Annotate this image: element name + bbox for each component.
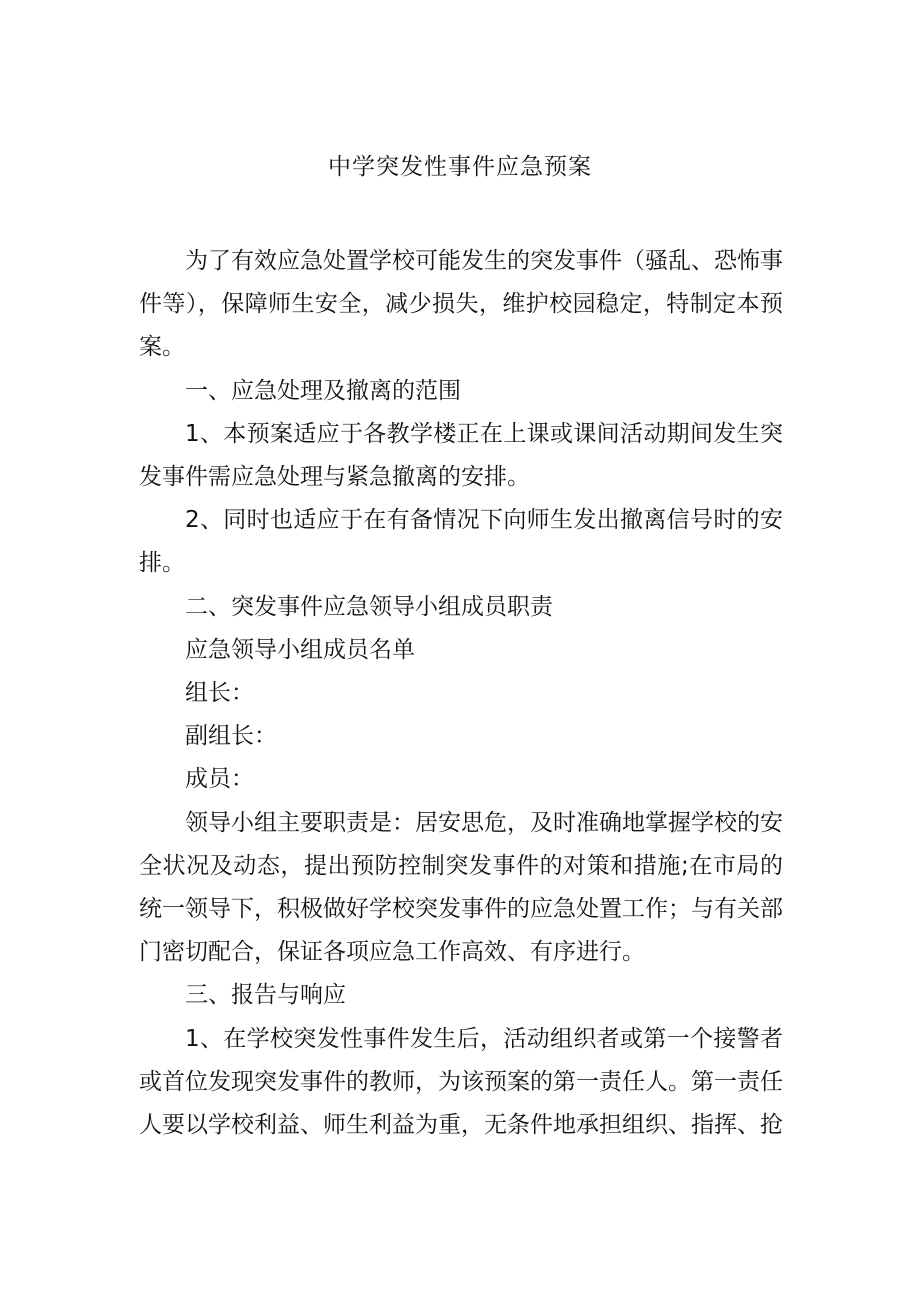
section-heading-leadership: 二、突发事件应急领导小组成员职责 xyxy=(185,593,553,620)
report-item-1: 1、在学校突发性事件发生后，活动组织者或第一个接警者或首位发现突发事件的教师，为该预案的第一责任人。第一责任人要以学校利益、师生利益为重，无条件地承担组织、指挥、抢 xyxy=(139,1025,783,1139)
intro-paragraph: 为了有效应急处置学校可能发生的突发事件（骚乱、恐怖事件等），保障师生安全，减少损失，维护校园稳定，特制定本预案。 xyxy=(139,248,783,361)
leadership-duties-paragraph: 领导小组主要职责是：居安思危，及时准确地掌握学校的安全状况及动态，提出预防控制突发事件的对策和措施;在市局的统一领导下，积极做好学校突发事件的应急处置工作；与有关部门密切配合，保证各项应急工作高效、有序进行。 xyxy=(139,809,783,966)
document-body xyxy=(139,240,783,1147)
section-heading-scope: 一、应急处理及撤离的范围 xyxy=(185,377,461,404)
scope-item-1: 1、本预案适应于各教学楼正在上课或课间活动期间发生突发事件需应急处理与紧急撤离的安排。 xyxy=(139,420,783,491)
leadership-list-heading: 应急领导小组成员名单 xyxy=(185,636,415,663)
deputy-leader-field: 副组长： xyxy=(185,723,277,750)
scope-item-2: 2、同时也适应于在有备情况下向师生发出撤离信号时的安排。 xyxy=(139,507,783,577)
leader-field: 组长： xyxy=(185,680,254,707)
section-heading-report: 三、报告与响应 xyxy=(185,982,346,1009)
document-title: 中学突发性事件应急预案 xyxy=(328,154,592,180)
members-field: 成员： xyxy=(185,766,254,793)
